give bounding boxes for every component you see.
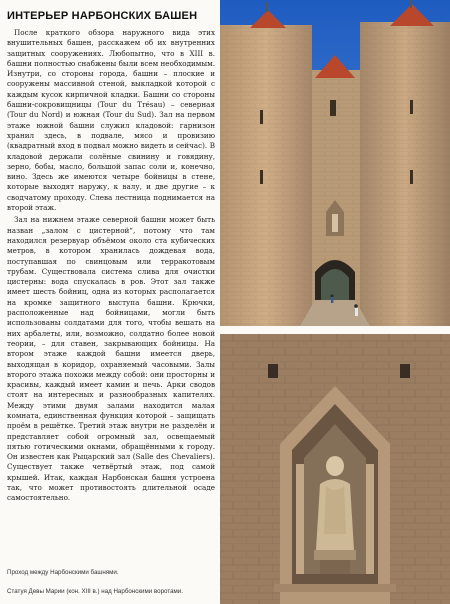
gate-towers-photo <box>220 0 450 326</box>
text-column <box>7 10 215 506</box>
virgin-statue-photo <box>220 334 450 604</box>
paragraph-1: После краткого обзора наружного вида этих внушительных башен, расскажем об их внутренних защитных сооружениях. Любопытно, что в XIII в. башни полностью снабжены были всем необходимым. Изнутри, со стороны города, башни – плоские и сооружены массивной стеной, выкладкой которой с каждым кусок кирпичной кладки. Башни со стороны башни-сокровищницы (Tour du Trésau) – северная (Tour du Nord) и южная (Tour du Sud). Зал на первом этаже южной башни служил кладовой: гарнизон хранил здесь, в подвале, мясо и провизию (квадратный вход в подвал можно видеть и сейчас). В кладовой держали солёные свинину и говядину, зерно, бобы, масло, большой запас соли и, конечно, вино. Здесь же имеются четыре бойницы в стене, которые выходят наружу, к валу, и две другие – к сводчатому проходу. Слева лестница поднимается на второй этаж. <box>7 28 215 213</box>
caption-gate: Проход между Нарбонскими башнями. <box>7 569 119 576</box>
paragraph-2: Зал на нижнем этаже северной башни может быть назван „залом с цистерной“, потому что там находился резервуар объёмом около ста кубических метров, в котором хранилась дождевая вода, поступавшая по свинцовым или терракотовым трубам. Существовала система слива для очистки цистерны: вода спускалась в ров. Этот зал также имеет шесть бойниц, одна из которых располагается на кромке защитного выступа башни. Крючки, расположенные над бойницами, могли быть использованы солдатами для того, чтобы вешать на них арбалеты, или, возможно, солдатно более новой теории, – для ставен, закрывающих бойницы. На втором этаже каждой башни имеется дверь, выходящая в коридор, охраняемый часовыми. Залы второго этажа похожи между собой: они просторны и красивы, каждый имеет камин и печь. Арки сводов стоят на интересных и разнообразных капителях. Между этими двумя залами находится малая комната, единственная функция которой – защищать проём в решётке. Третий этаж внутри не разделён и представляет собой огромный зал, освещаемый пятью готическими окнами, обращёнными к городу. Он известен как Рыцарский зал (Salle des Chevaliers). Существует также четвёртый этаж, под самой крышей. Итак, каждая Нарбонская башня устроена так, что может противостоять длительной осаде самостоятельно. <box>7 215 215 503</box>
page-title: ИНТЕРЬЕР НАРБОНСКИХ БАШЕН <box>7 10 198 22</box>
caption-statue: Статуя Девы Марии (кон. XIII в.) над Нарбонскими воротами. <box>7 588 183 595</box>
